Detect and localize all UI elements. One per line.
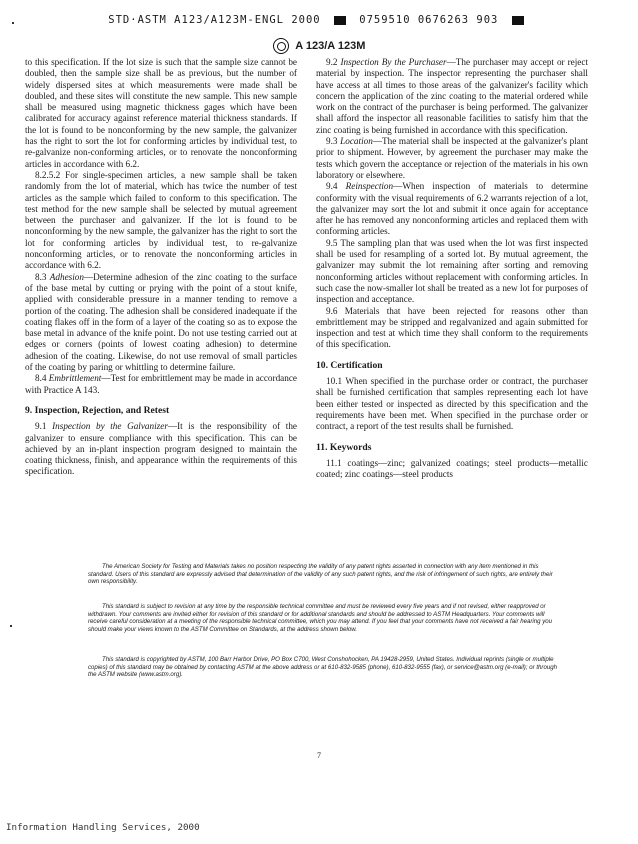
section-body: —It is the responsibility of the galvanizer to ensure compliance with this specification. This can be achieved by an in-plant inspection program designed to maintain the coating thickness, finish, and appearance within the requirements of this specification. xyxy=(25,421,297,477)
paragraph xyxy=(316,57,588,136)
paragraph xyxy=(316,136,588,181)
revision-notice xyxy=(88,603,558,633)
scan-speck xyxy=(12,22,14,24)
section-body: —The purchaser may accept or reject material by inspection. The inspector representing the purchaser shall have access at all times to those areas of the galvanizer's facility which concern the application of the zinc coating to the material ordered while work on the contract of the purchaser is being performed. The galvanizer shall afford the inspector all reasonable facilities to satisfy him that the zinc coating is being furnished in accordance with this specification. xyxy=(316,57,589,135)
left-column xyxy=(25,57,297,478)
section-number: 8.4 xyxy=(35,373,47,384)
document-code-header xyxy=(0,14,638,26)
section-heading: 11. Keywords xyxy=(316,441,372,453)
section-body: —When inspection of materials to determine conformity with the visual requirements of 6.2 warrants rejection of a lot, the galvanizer may sort the lot and submit it once again for acceptance after he has removed any nonconforming articles and replaced them with conforming articles. xyxy=(316,181,589,237)
section-title: Reinspection xyxy=(345,181,394,192)
section-heading: 10. Certification xyxy=(316,359,383,371)
section-title: Location xyxy=(340,136,373,147)
scan-speck xyxy=(10,625,12,627)
patent-notice xyxy=(88,563,558,586)
section-number: 9.4 xyxy=(326,181,338,192)
standard-designation xyxy=(0,38,638,54)
copyright-notice xyxy=(88,656,558,679)
paragraph: to this specification. If the lot size is such that the sample size cannot be doubled, then the sample size shall be as previous, but the number of widely dispersed sites at which measurements were made shall be doubled, and these sites will constitute the new sample. This new sample shall be measured using magnetic thickness gages which have been calibrated for accuracy against reference material thickness standards. If the lot is found to be nonconforming by the new sample, the galvanizer has the right to sort the lot for conforming articles by individual test, to re-galvanize non-conforming articles, or to renovate the nonconforming articles in accordance with 6.2. xyxy=(25,57,297,169)
paragraph xyxy=(316,181,588,237)
notice-text: This standard is copyrighted by ASTM, 100 Barr Harbor Drive, PO Box C700, West Conshohocken, PA 19428-2959, United States. Individual reprints (single or multiple copies) of this standard may be obtained by contacting ASTM at the above address or at 610-832-9585 (phone), 610-832-9555 (fax), or service@astm.org (e-mail); or through the ASTM website (www.astm.org). xyxy=(88,656,557,679)
paragraph xyxy=(25,421,297,477)
paragraph xyxy=(25,272,297,374)
paragraph: 9.6 Materials that have been rejected for reasons other than embrittlement may be stripped and regalvanized and again submitted for inspection and test at which time they shall conform to the requirements of this specification. xyxy=(316,305,588,350)
section-number: 8.3 xyxy=(35,271,47,282)
paragraph: 8.2.5.2 For single-specimen articles, a new sample shall be taken randomly from the lot of material, which has twice the number of test articles as the sample which failed to conform to this specification. The test method for the new sample shall be selected by mutual agreement between the purchaser and galvanizer. If the lot is found to be nonconforming by the new sample, the galvanizer has the right to sort the lot for conforming articles by individual test, to re-galvanize nonconforming articles, or to renovate the nonconforming articles in accordance with 6.2. xyxy=(25,169,297,271)
paragraph: 10.1 When specified in the purchase order or contract, the purchaser shall be furnished certification that samples representing each lot have been either tested or inspected as directed by this specification and the requirements have been met. When specified in the purchase order or contract, a report of the test results shall be furnished. xyxy=(316,376,588,432)
section-body: —The material shall be inspected at the galvanizer's plant prior to shipment. However, by agreement the purchaser may make the tests which govern the acceptance or rejection of the materials in his own laboratory or elsewhere. xyxy=(316,136,588,180)
paragraph: 9.5 The sampling plan that was used when the lot was first inspected shall be used for resampling of a sorted lot. By mutual agreement, the galvanizer may submit the lot remaining after sorting and removing nonconforming articles without replacement with conforming articles. In such case the now-smaller lot shall be treated as a new lot for purposes of inspection and acceptance. xyxy=(316,237,588,305)
right-column xyxy=(316,57,588,480)
section-number: 9.2 xyxy=(326,57,338,67)
document-code-left: STD·ASTM A123/A123M-ENGL 2000 xyxy=(108,14,321,26)
black-mark-icon xyxy=(334,16,346,25)
document-code-right: 0759510 0676263 903 xyxy=(359,14,499,26)
section-body: —Determine adhesion of the zinc coating to the surface of the base metal by cutting or prying with the point of a stout knife, applied with considerable pressure in a manner tending to remove a portion of the coating. The adhesion shall be considered inadequate if the coating flakes off in the form of a layer of the coating so as to expose the base metal in advance of the knife point. Do not use testing carried out at edges or corners (points of lowest coating adhesion) to determine adhesion of the coating. Likewise, do not use removal of small particles of the coating by paring or whittling to determine failure. xyxy=(25,271,298,373)
paragraph xyxy=(25,373,297,396)
black-mark-icon xyxy=(512,16,524,25)
section-title: Embrittlement xyxy=(48,373,102,384)
section-body: —Test for embrittlement may be made in accordance with Practice A 143. xyxy=(25,373,298,395)
section-title: Adhesion xyxy=(49,271,84,282)
section-title: Inspection By the Purchaser xyxy=(340,57,447,67)
designation-text: A 123/A 123M xyxy=(295,39,366,52)
notice-text: The American Society for Testing and Materials takes no position respecting the validity of any patent rights asserted in connection with any item mentioned in this standard. Users of this standard are expressly advised that determination of the validity of any such patent rights, and the risk of infringement of such rights, are entirely their own responsibility. xyxy=(88,563,553,586)
paragraph: 11.1 coatings—zinc; galvanized coatings; steel products—metallic coated; zinc coatings—steel products xyxy=(316,457,588,480)
section-number: 9.3 xyxy=(326,136,338,147)
astm-logo-icon xyxy=(273,38,289,54)
page-number: 7 xyxy=(317,751,321,760)
section-heading: 9. Inspection, Rejection, and Retest xyxy=(25,404,170,416)
footer-source: Information Handling Services, 2000 xyxy=(6,822,200,833)
section-number: 9.1 xyxy=(35,421,47,432)
section-title: Inspection by the Galvanizer xyxy=(52,421,168,432)
notice-text: This standard is subject to revision at any time by the responsible technical committee and must be reviewed every five years and if not revised, either reapproved or withdrawn. Your comments are invited either for revision of this standard or for additional standards and should be addressed to ASTM Headquarters. Your comments will receive careful consideration at a meeting of the responsible technical committee, which you may attend. If you feel that your comments have not received a fair hearing you should make your views known to the ASTM Committee on Standards, at the address shown below. xyxy=(88,603,553,633)
